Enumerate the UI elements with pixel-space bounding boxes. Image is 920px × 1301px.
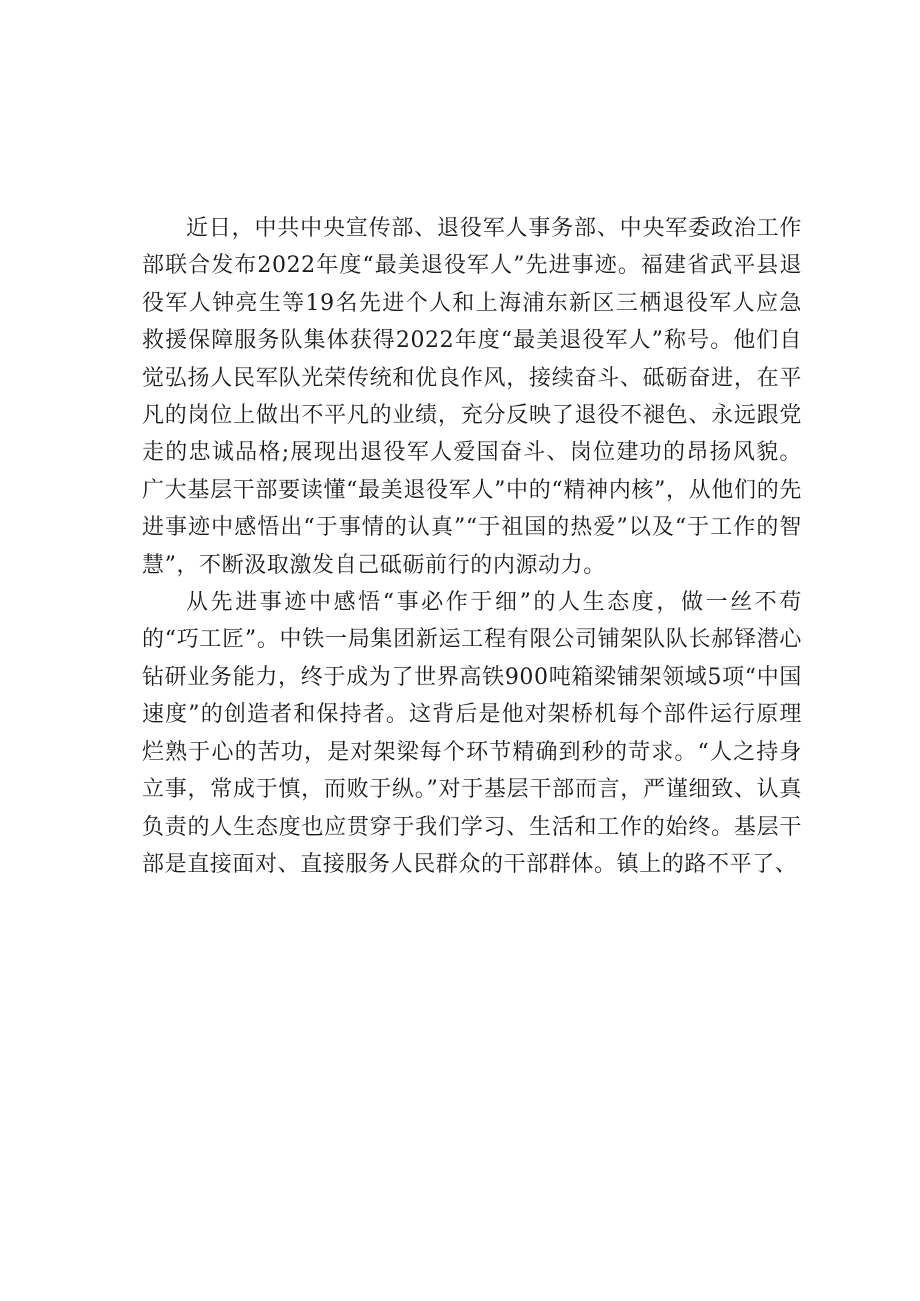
paragraph-2: 从先进事迹中感悟“事必作于细”的人生态度，做一丝不苟的“巧工匠”。中铁一局集团新运工程有限公司铺架队队长郝铎潜心钻研业务能力，终于成为了世界高铁900吨箱梁铺架领域5项“中国速度”的创造者和保持者。这背后是他对架桥机每个部件运行原理烂熟于心的苦功，是对架梁每个环节精确到秒的苛求。“人之持身立事，常成于慎，而败于纵。”对于基层干部而言，严谨细致、认真负责的人生态度也应贯穿于我们学习、生活和工作的始终。基层干部是直接面对、直接服务人民群众的干部群体。镇上的路不平了、 [142,590,802,877]
article-body [142,210,802,883]
paragraph-1: 近日，中共中央宣传部、退役军人事务部、中央军委政治工作部联合发布2022年度“最美退役军人”先进事迹。福建省武平县退役军人钟亮生等19名先进个人和上海浦东新区三栖退役军人应急救援保障服务队集体获得2022年度“最美退役军人”称号。他们自觉弘扬人民军队光荣传统和优良作风，接续奋斗、砥砺奋进，在平凡的岗位上做出不平凡的业绩，充分反映了退役不褪色、永远跟党走的忠诚品格;展现出退役军人爱国奋斗、岗位建功的昂扬风貌。广大基层干部要读懂“最美退役军人”中的“精神内核”，从他们的先进事迹中感悟出“于事情的认真”“于祖国的热爱”以及“于工作的智慧”，不断汲取激发自己砥砺前行的内源动力。 [142,216,802,578]
